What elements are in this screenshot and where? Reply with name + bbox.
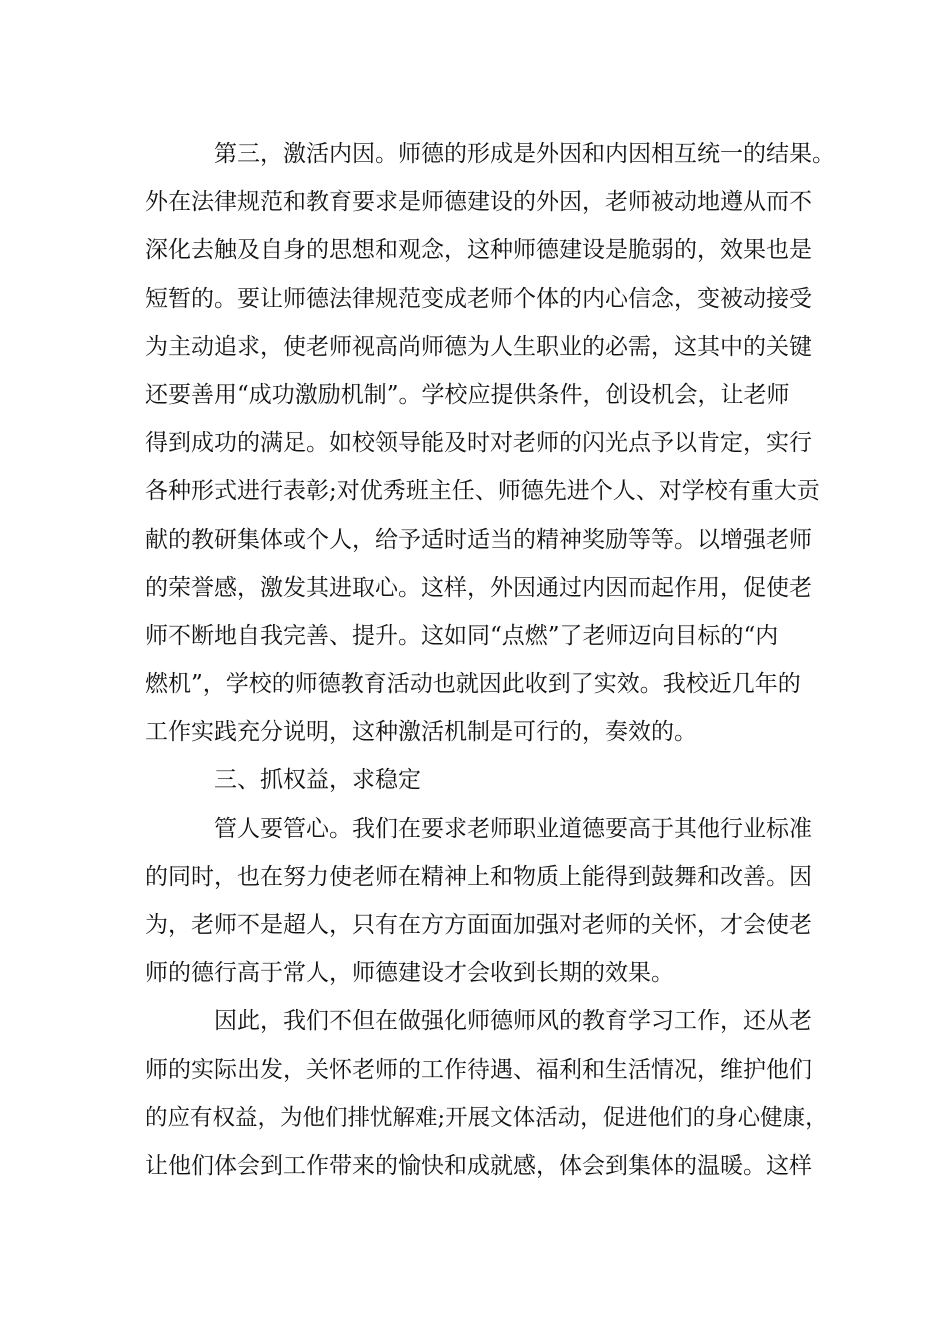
body-text (145, 130, 835, 1190)
paragraph-line: 为主动追求，使老师视高尚师德为人生职业的必需，这其中的关键 (145, 333, 812, 360)
paragraph-line: 得到成功的满足。如校领导能及时对老师的闪光点予以肯定，实行 (145, 430, 812, 457)
paragraph-line: 深化去触及自身的思想和观念，这种师德建设是脆弱的，效果也是 (145, 237, 812, 264)
paragraph-line: 外在法律规范和教育要求是师德建设的外因，老师被动地遵从而不 (145, 189, 812, 216)
paragraph-line: 工作实践充分说明，这种激活机制是可行的，奏效的。 (145, 719, 697, 746)
paragraph-line: 师的德行高于常人，师德建设才会收到长期的效果。 (145, 960, 674, 987)
paragraph-line: 的应有权益，为他们排忧解难;开展文体活动，促进他们的身心健康， (145, 1104, 828, 1131)
paragraph-line: 还要善用“成功激励机制”。学校应提供条件，创设机会，让老师 (145, 381, 790, 408)
paragraph-line: 献的教研集体或个人，给予适时适当的精神奖励等等。以增强老师 (145, 526, 812, 553)
section-heading: 三、抓权益，求稳定 (214, 767, 421, 794)
paragraph-line: 因此，我们不但在做强化师德师风的教育学习工作，还从老 (214, 1008, 812, 1035)
paragraph-line: 第三，激活内因。师德的形成是外因和内因相互统一的结果。 (214, 141, 835, 167)
paragraph-line: 燃机”，学校的师德教育活动也就因此收到了实效。我校近几年的 (145, 671, 801, 698)
paragraph-line: 的同时，也在努力使老师在精神上和物质上能得到鼓舞和改善。因 (145, 863, 812, 890)
paragraph-line: 为，老师不是超人，只有在方方面面加强对老师的关怀，才会使老 (145, 912, 812, 938)
paragraph-line: 各种形式进行表彰;对优秀班主任、师德先进个人、对学校有重大贡 (145, 478, 820, 505)
paragraph-line: 管人要管心。我们在要求老师职业道德要高于其他行业标准 (214, 815, 812, 842)
paragraph-line: 的荣誉感，激发其进取心。这样，外因通过内因而起作用，促使老 (145, 574, 812, 601)
paragraph-line: 短暂的。要让师德法律规范变成老师个体的内心信念，变被动接受 (145, 285, 812, 312)
paragraph-line: 让他们体会到工作带来的愉快和成就感，体会到集体的温暖。这样 (145, 1152, 812, 1179)
paragraph-line: 师的实际出发，关怀老师的工作待遇、福利和生活情况，维护他们 (145, 1056, 812, 1083)
paragraph-line: 师不断地自我完善、提升。这如同“点燃”了老师迈向目标的“内 (145, 622, 779, 649)
